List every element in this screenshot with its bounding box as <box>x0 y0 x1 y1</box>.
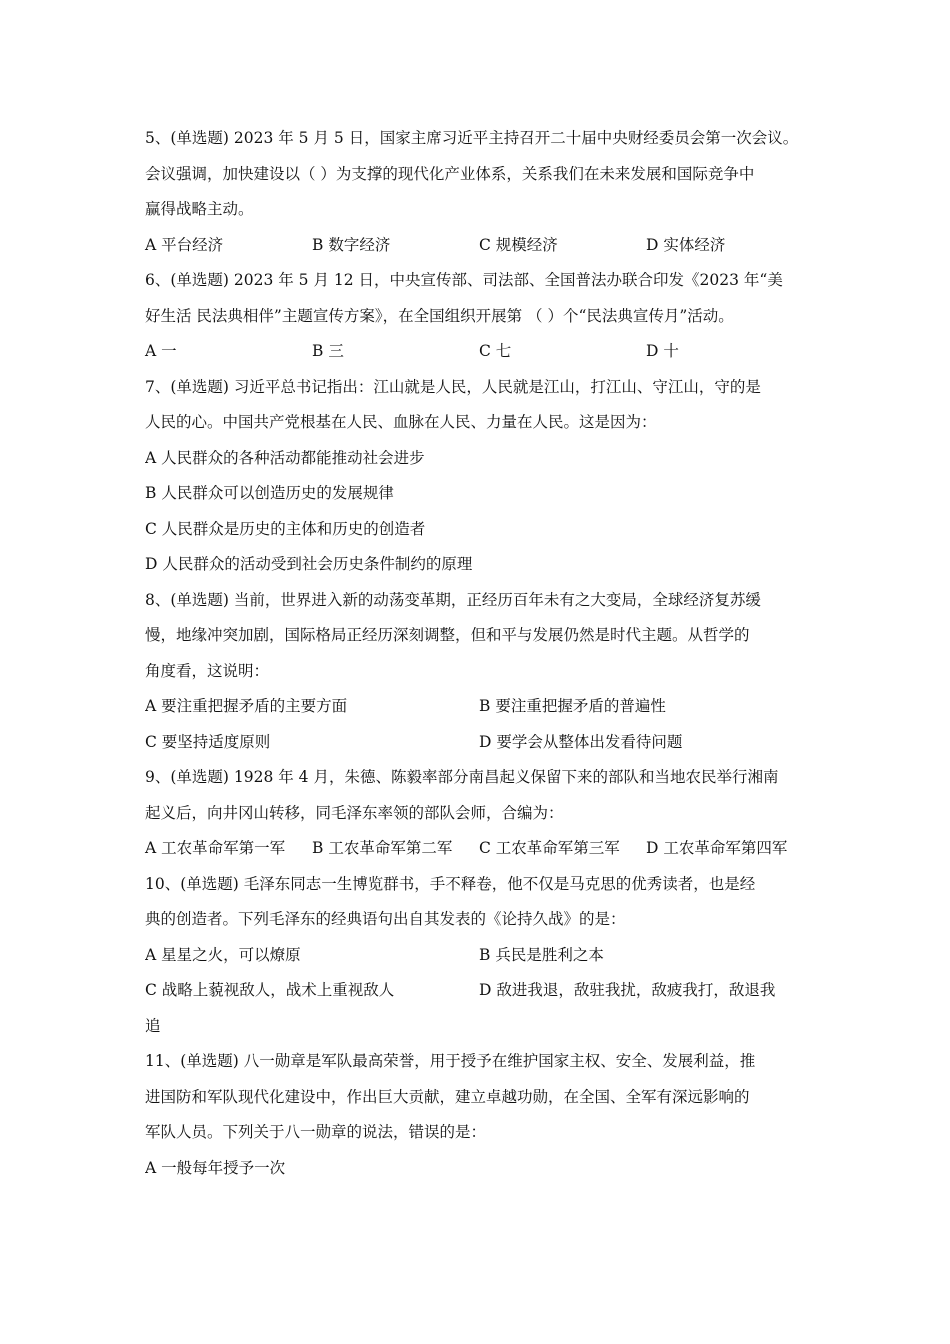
question-5-options <box>145 228 815 264</box>
question-5-option-a: A 平台经济 <box>145 235 224 254</box>
question-7-option-c: C 人民群众是历史的主体和历史的创造者 <box>145 519 426 538</box>
question-8-stem-line-2: 慢，地缘冲突加剧，国际格局正经历深刻调整，但和平与发展仍然是时代主题。从哲学的 <box>145 626 750 644</box>
question-11-stem-line-1: 11、(单选题) 八一勋章是军队最高荣誉，用于授予在维护国家主权、安全、发展利益，推 <box>145 1052 756 1070</box>
question-10-stem-line-1: 10、(单选题) 毛泽东同志一生博览群书，手不释卷，他不仅是马克思的优秀读者，也是经 <box>145 874 756 893</box>
question-11-stem-line-3: 军队人员。下列关于八一勋章的说法，错误的是： <box>145 1123 487 1141</box>
question-5-option-b: B 数字经济 <box>312 235 391 254</box>
question-10-options-row-1 <box>145 938 815 974</box>
question-7-stem-line-2: 人民的心。中国共产党根基在人民、血脉在人民、力量在人民。这是因为： <box>145 413 657 431</box>
question-5 <box>145 121 815 263</box>
question-6 <box>145 263 815 370</box>
question-5-option-d: D 实体经济 <box>646 235 726 254</box>
question-10-option-d-continued: 追 <box>145 1016 161 1035</box>
question-5-stem-line-1: 5、(单选题) 2023 年 5 月 5 日，国家主席习近平主持召开二十届中央财经委员会第一次会议。 <box>145 129 799 147</box>
exam-content <box>145 121 815 1186</box>
question-11-option-a: A 一般每年授予一次 <box>145 1158 286 1177</box>
question-8-stem-line-3: 角度看，这说明： <box>145 661 270 680</box>
question-6-options <box>145 334 815 370</box>
question-9 <box>145 760 815 867</box>
question-9-option-a: A 工农革命军第一军 <box>145 839 286 857</box>
question-11-stem-line-2: 进国防和军队现代化建设中，作出巨大贡献，建立卓越功勋，在全国、全军有深远影响的 <box>145 1087 750 1106</box>
question-10-option-c: C 战略上藐视敌人，战术上重视敌人 <box>145 981 395 999</box>
question-9-option-d: D 工农革命军第四军 <box>646 839 788 857</box>
question-8-option-b: B 要注重把握矛盾的普遍性 <box>479 697 666 715</box>
question-6-option-a: A 一 <box>145 342 177 360</box>
question-8-option-c: C 要坚持适度原则 <box>145 732 271 751</box>
question-9-stem-line-1: 9、(单选题) 1928 年 4 月，朱德、陈毅率部分南昌起义保留下来的部队和当地农民举行湘南 <box>145 768 779 786</box>
question-10-option-d: D 敌进我退，敌驻我扰，敌疲我打，敌退我 <box>479 981 776 999</box>
question-5-stem-line-2: 会议强调，加快建设以（ ）为支撑的现代化产业体系，关系我们在未来发展和国际竞争中 <box>145 164 755 183</box>
question-6-stem-line-2: 好生活 民法典相伴”主题宣传方案》，在全国组织开展第 （ ）个“民法典宣传月”活动。 <box>145 306 734 325</box>
question-5-stem-line-3: 赢得战略主动。 <box>145 200 254 218</box>
question-7-option-b: B 人民群众可以创造历史的发展规律 <box>145 484 394 502</box>
question-7-option-a: A 人民群众的各种活动都能推动社会进步 <box>145 448 425 467</box>
question-6-option-d: D 十 <box>646 342 679 360</box>
question-8-stem-line-1: 8、(单选题) 当前，世界进入新的动荡变革期，正经历百年未有之大变局，全球经济复苏缓 <box>145 590 761 609</box>
question-7-stem-line-1: 7、(单选题) 习近平总书记指出：江山就是人民，人民就是江山，打江山、守江山，守的是 <box>145 377 761 396</box>
question-10-stem-line-2: 典的创造者。下列毛泽东的经典语句出自其发表的《论持久战》的是： <box>145 910 626 928</box>
question-10-option-a: A 星星之火，可以燎原 <box>145 945 301 964</box>
question-8 <box>145 583 815 761</box>
question-10-options-row-2 <box>145 973 815 1009</box>
question-10 <box>145 867 815 1045</box>
question-9-option-b: B 工农革命军第二军 <box>312 839 453 857</box>
question-7 <box>145 370 815 583</box>
question-8-option-d: D 要学会从整体出发看待问题 <box>479 732 683 751</box>
question-7-option-d: D 人民群众的活动受到社会历史条件制约的原理 <box>145 555 473 573</box>
question-9-option-c: C 工农革命军第三军 <box>479 839 620 857</box>
question-6-stem-line-1: 6、(单选题) 2023 年 5 月 12 日，中央宣传部、司法部、全国普法办联合印发《2023 年“美 <box>145 271 783 289</box>
question-5-option-c: C 规模经济 <box>479 235 558 254</box>
question-9-options <box>145 831 815 867</box>
question-8-option-a: A 要注重把握矛盾的主要方面 <box>145 697 348 715</box>
question-9-stem-line-2: 起义后，向井冈山转移，同毛泽东率领的部队会师，合编为： <box>145 803 564 822</box>
question-6-option-b: B 三 <box>312 342 344 360</box>
question-8-options-row-2 <box>145 725 815 761</box>
question-8-options-row-1 <box>145 689 815 725</box>
question-11 <box>145 1044 815 1186</box>
question-6-option-c: C 七 <box>479 342 512 360</box>
question-10-option-b: B 兵民是胜利之本 <box>479 945 604 964</box>
